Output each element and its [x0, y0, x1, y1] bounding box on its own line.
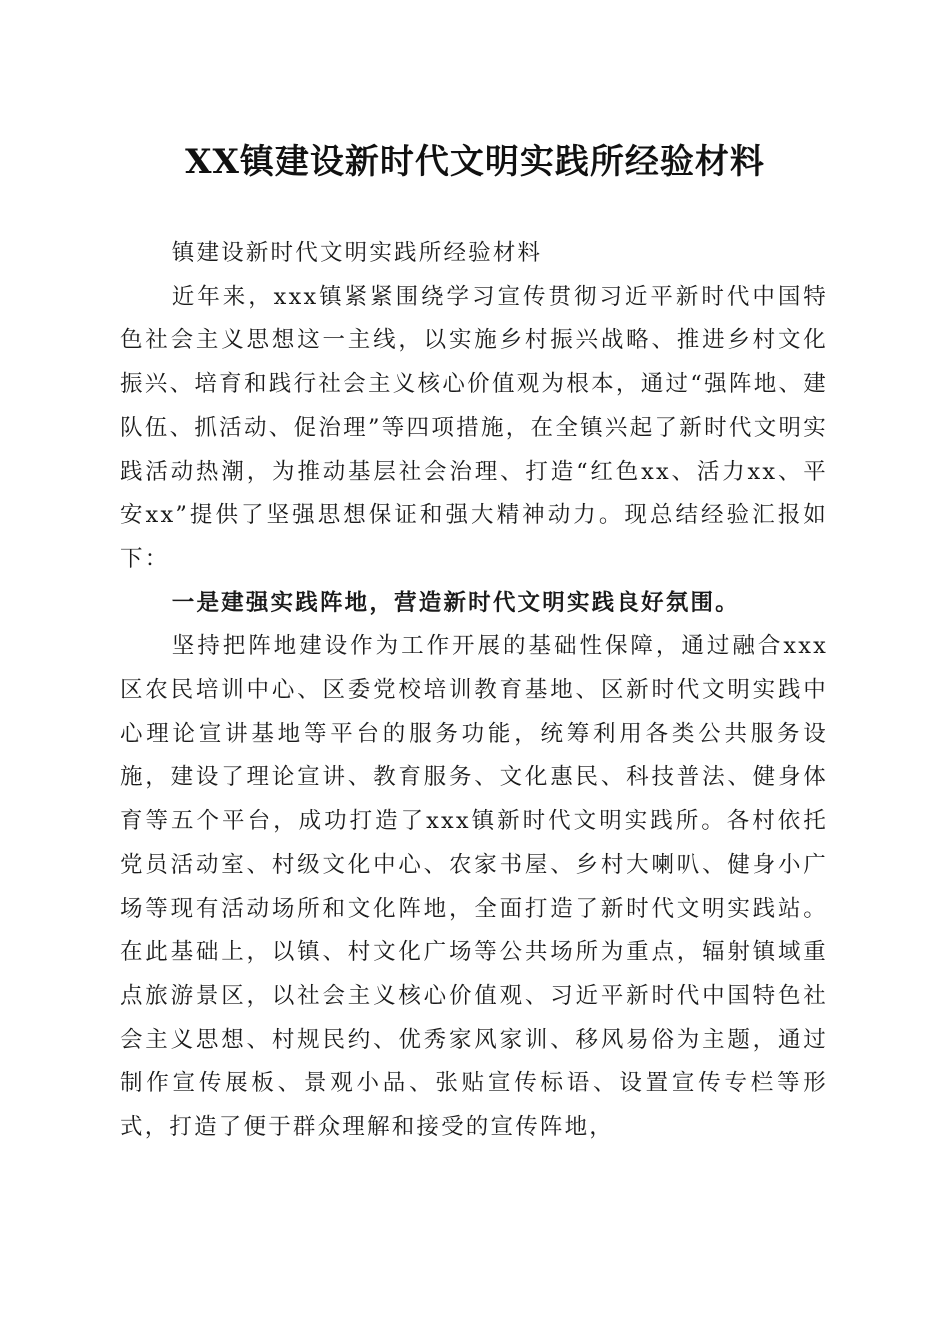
document-title: XX镇建设新时代文明实践所经验材料 — [185, 142, 765, 182]
section-heading: 一是建强实践阵地，营造新时代文明实践良好氛围。 — [171, 589, 740, 616]
document-body — [120, 232, 828, 1150]
body-paragraph: 坚持把阵地建设作为工作开展的基础性保障，通过融合xxx区农民培训中心、区委党校培训教育基地、区新时代文明实践中心理论宣讲基地等平台的服务功能，统筹利用各类公共服务设施，建设了理论宣讲、教育服务、文化惠民、科技普法、健身体育等五个平台，成功打造了xxx镇新时代文明实践所。各村依托党员活动室、村级文化中心、农家书屋、乡村大喇叭、健身小广场等现有活动场所和文化阵地，全面打造了新时代文明实践站。在此基础上，以镇、村文化广场等公共场所为重点，辐射镇域重点旅游景区，以社会主义核心价值观、习近平新时代中国特色社会主义思想、村规民约、优秀家风家训、移风易俗为主题，通过制作宣传展板、景观小品、张贴宣传标语、设置宣传专栏等形式，打造了便于群众理解和接受的宣传阵地， — [120, 633, 828, 1141]
subtitle-paragraph: 镇建设新时代文明实践所经验材料 — [171, 240, 543, 266]
intro-paragraph: 近年来，xxx镇紧紧围绕学习宣传贯彻习近平新时代中国特色社会主义思想这一主线，以实施乡村振兴战略、推进乡村文化振兴、培育和践行社会主义核心价值观为根本，通过“强阵地、建队伍、抓活动、促治理”等四项措施，在全镇兴起了新时代文明实践活动热潮，为推动基层社会治理、打造“红色xx、活力xx、平安xx”提供了坚强思想保证和强大精神动力。现总结经验汇报如下： — [120, 283, 828, 572]
